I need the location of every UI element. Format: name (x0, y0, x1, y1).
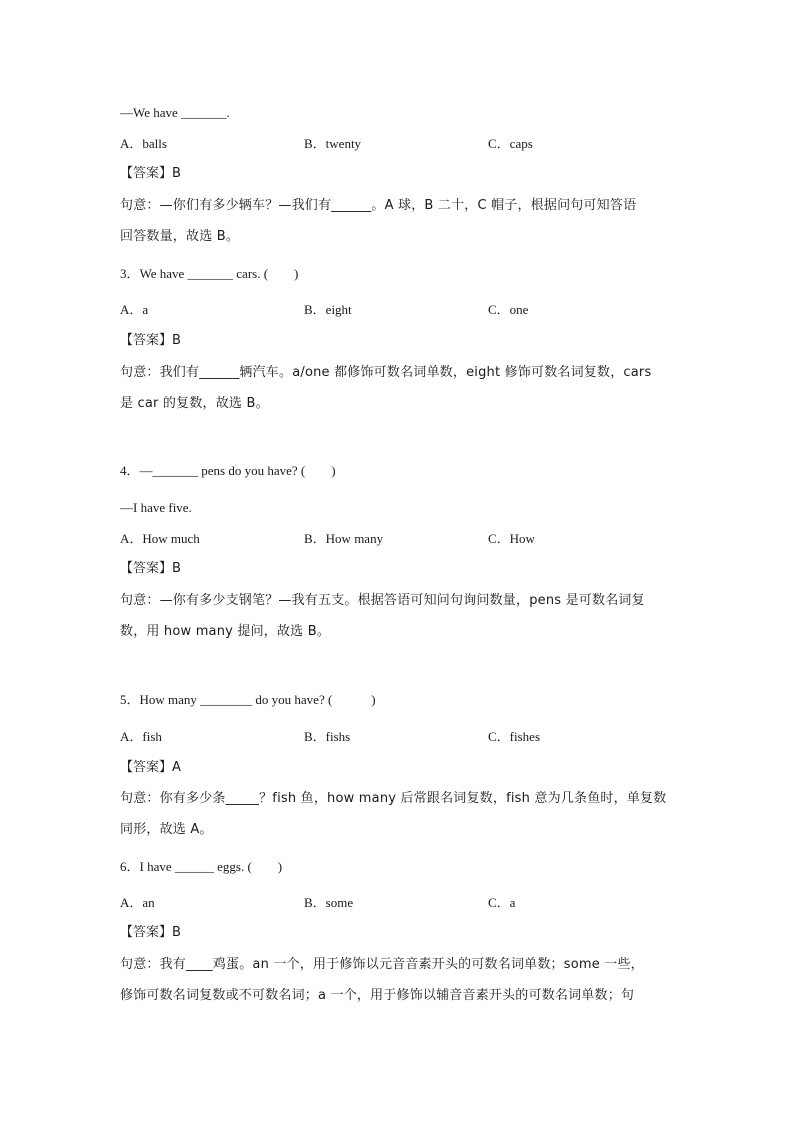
q4-answer: 【答案】B (120, 561, 181, 576)
q6-option-c: C．a (488, 895, 516, 910)
q5-stem: 5．How many ________ do you have? ( ) (120, 692, 376, 707)
q3-option-a: A．a (120, 302, 149, 317)
q4-explanation-line-2: 数，用 how many 提问，故选 B。 (120, 624, 331, 639)
q3-explanation-line-2: 是 car 的复数，故选 B。 (120, 396, 269, 411)
q4-option-b: B．How many (304, 531, 384, 546)
q2-answer: 【答案】B (120, 166, 181, 181)
q2-option-b: B．twenty (304, 136, 362, 151)
q3-stem: 3．We have _______ cars. ( ) (120, 266, 299, 281)
q3-option-c: C．one (488, 302, 529, 317)
q2-explanation-line-2: 回答数量，故选 B。 (120, 229, 240, 244)
q2-option-c: C．caps (488, 136, 533, 151)
q6-answer: 【答案】B (120, 925, 181, 940)
q5-option-b: B．fishs (304, 729, 351, 744)
q5-option-a: A．fish (120, 729, 162, 744)
q3-answer: 【答案】B (120, 333, 181, 348)
q5-explanation-line-1: 句意：你有多少条_____？fish 鱼，how many 后常跟名词复数，fish 意为几条鱼时，单复数 (120, 791, 667, 806)
q6-explanation-line-1: 句意：我有____鸡蛋。an 一个，用于修饰以元音音素开头的可数名词单数；some 一些， (120, 957, 644, 972)
q3-explanation-line-1: 句意：我们有______辆汽车。a/one 都修饰可数名词单数，eight 修饰可数名词复数，cars (120, 365, 652, 380)
q6-explanation-line-2: 修饰可数名词复数或不可数名词；a 一个，用于修饰以辅音音素开头的可数名词单数；句 (120, 988, 635, 1003)
q2-reply: —We have _______. (120, 105, 230, 120)
q6-stem: 6．I have ______ eggs. ( ) (120, 859, 283, 874)
q6-option-a: A．an (120, 895, 155, 910)
q4-stem: 4．—_______ pens do you have? ( ) (120, 463, 336, 478)
q4-option-a: A．How much (120, 531, 200, 546)
q4-reply: —I have five. (120, 500, 192, 515)
q4-explanation-line-1: 句意：—你有多少支钢笔？—我有五支。根据答语可知问句询问数量，pens 是可数名词复 (120, 593, 645, 608)
q2-option-a: A．balls (120, 136, 167, 151)
q5-answer: 【答案】A (120, 760, 181, 775)
q3-option-b: B．eight (304, 302, 352, 317)
q6-option-b: B．some (304, 895, 354, 910)
q2-explanation-line-1: 句意：—你们有多少辆车？—我们有______。A 球，B 二十，C 帽子，根据问句可知答语 (120, 198, 637, 213)
q4-option-c: C．How (488, 531, 535, 546)
q5-explanation-line-2: 同形，故选 A。 (120, 822, 213, 837)
q5-option-c: C．fishes (488, 729, 541, 744)
